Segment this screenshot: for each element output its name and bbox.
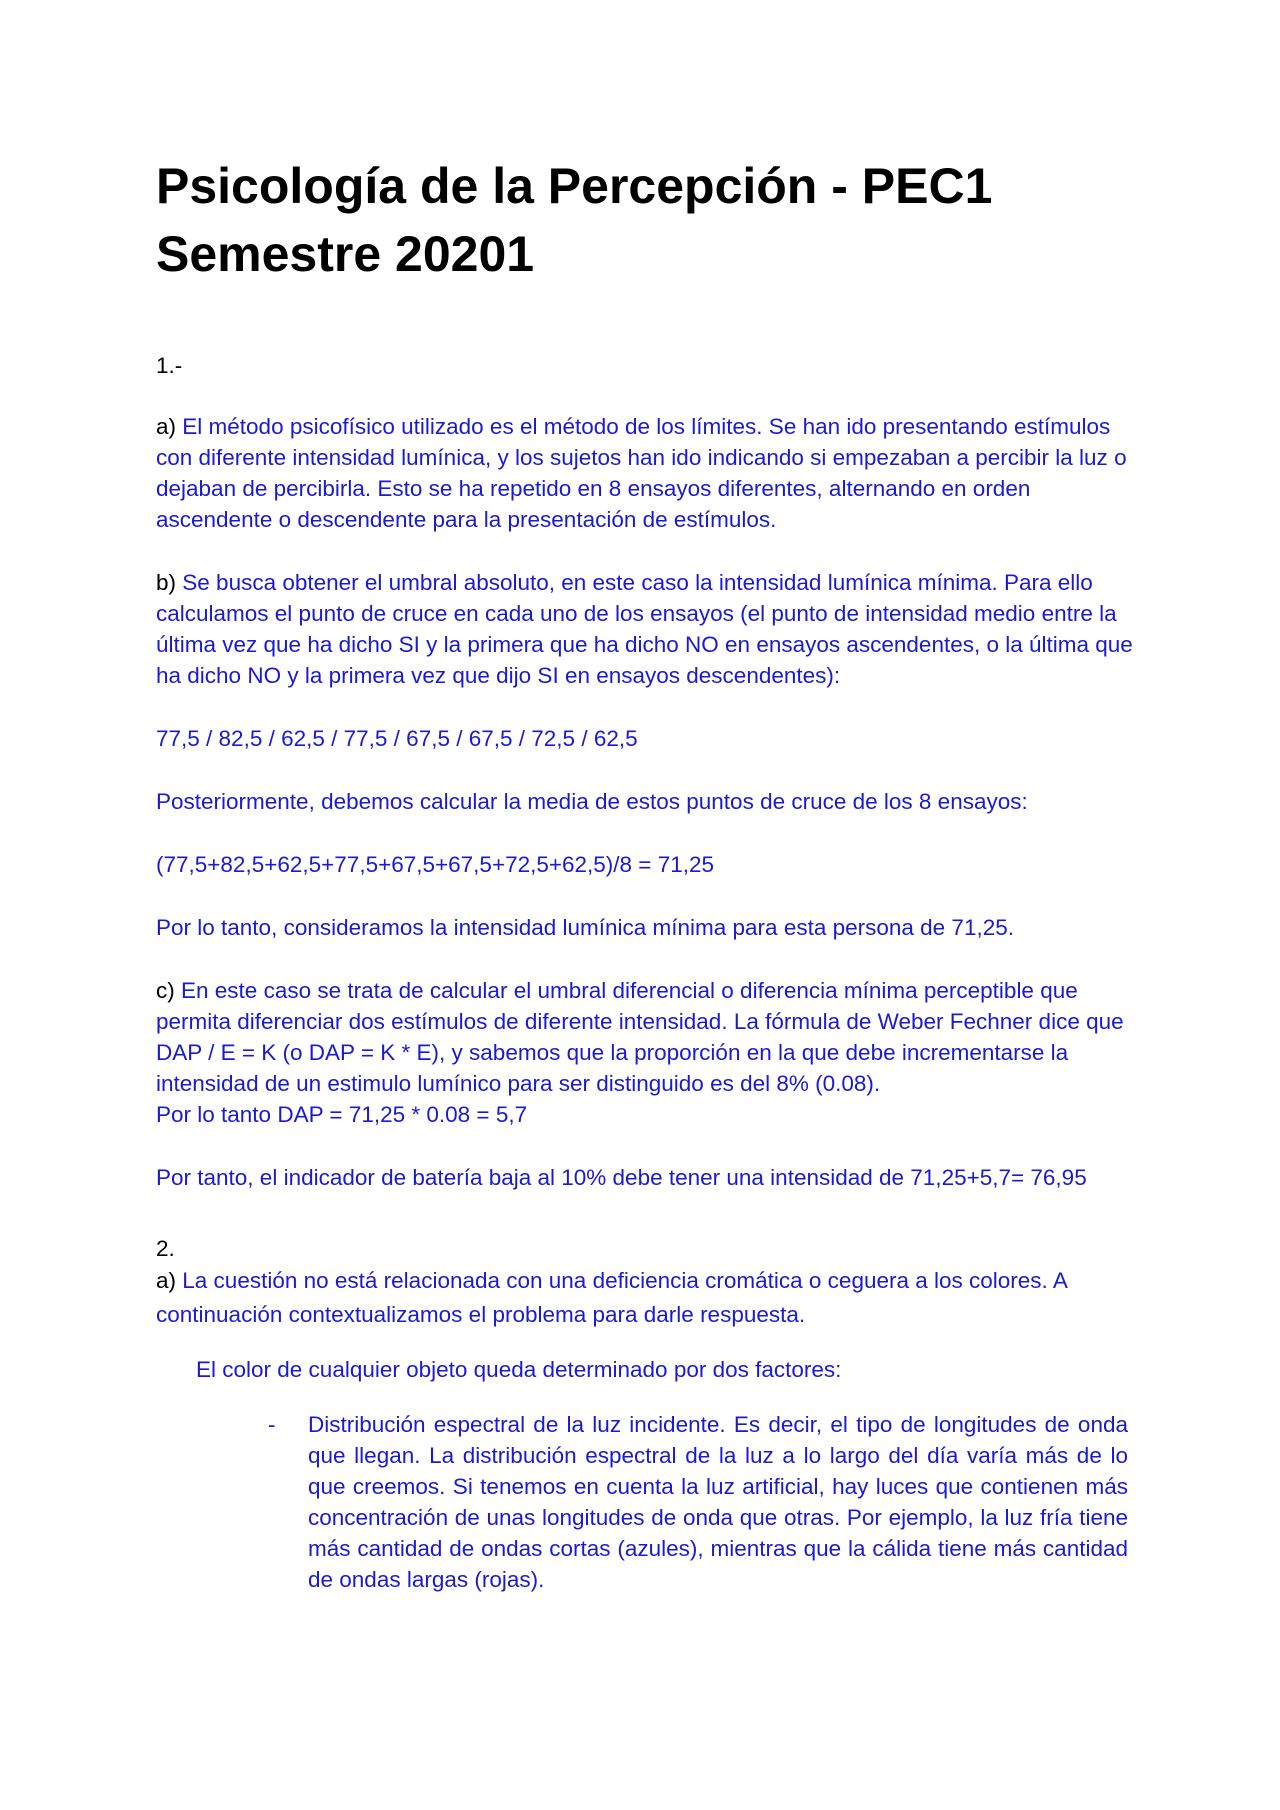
document-body [156, 350, 1136, 1595]
answer-1b-text: Se busca obtener el umbral absoluto, en este caso la intensidad lumínica mínima. Para ello calculamos el punto de cruce en cada uno de los ensayos (el punto de intensidad medio entre la última vez que ha dicho SI y la primera que ha dicho NO en ensayos ascendentes, o la última que ha dicho NO y la primera vez que dijo SI en ensayos descendentes): [156, 570, 1133, 688]
answer-1a-text: El método psicofísico utilizado es el método de los límites. Se han ido presentando estímulos con diferente intensidad lumínica, y los sujetos han ido indicando si empezaban a percibir la luz o dejaban de percibirla. Esto se ha repetido en 8 ensayos diferentes, alternando en orden ascendente o descendente para la presentación de estímulos. [156, 414, 1127, 532]
answer-label-1b: b) [156, 570, 177, 595]
bullet-text: Distribución espectral de la luz incidente. Es decir, el tipo de longitudes de onda que llegan. La distribución espectral de la luz a lo largo del día varía más de lo que creemos. Si tenemos en cuenta la luz artificial, hay luces que contienen más concentración de unas longitudes de onda que otras. Por ejemplo, la luz fría tiene más cantidad de ondas cortas (azules), mientras que la cálida tiene más cantidad de ondas largas (rojas). [308, 1412, 1128, 1592]
crossing-points: 77,5 / 82,5 / 62,5 / 77,5 / 67,5 / 67,5 / 72,5 / 62,5 [156, 726, 638, 751]
bullet-dash: - [268, 1412, 276, 1437]
answer-label-2a: a) [156, 1268, 177, 1293]
title-line-1: Psicología de la Percepción - PEC1 [156, 158, 993, 214]
conclusion-b: Por lo tanto, consideramos la intensidad lumínica mínima para esta persona de 71,25. [156, 915, 1014, 940]
answer-2a-text: La cuestión no está relacionada con una deficiencia cromática o ceguera a los colores. A continuación contextualizamos el problema para darle respuesta. [156, 1268, 1067, 1327]
answer-label-1c: c) [156, 978, 175, 1003]
question-2a [156, 1264, 1136, 1332]
question-1a [156, 411, 1136, 535]
answer-label-1a: a) [156, 414, 177, 439]
answer-1c-dap: Por lo tanto DAP = 71,25 * 0.08 = 5,7 [156, 1102, 528, 1127]
document-title [156, 152, 1156, 288]
conclusion-c: Por tanto, el indicador de batería baja al 10% debe tener una intensidad de 71,25+5,7= 76,95 [156, 1165, 1087, 1190]
list-item [156, 1409, 1136, 1595]
question-1c [156, 975, 1136, 1130]
question-1b [156, 567, 1136, 691]
mean-intro: Posteriormente, debemos calcular la media de estos puntos de cruce de los 8 ensayos: [156, 789, 1028, 814]
answer-1c-text: En este caso se trata de calcular el umbral diferencial o diferencia mínima perceptible que permita diferenciar dos estímulos de diferente intensidad. La fórmula de Weber Fechner dice que DAP / E = K (o DAP = K * E), y sabemos que la proporción en la que debe incrementarse la intensidad de un estimulo lumínico para ser distinguido es del 8% (0.08). [156, 978, 1124, 1096]
title-line-2: Semestre 20201 [156, 226, 535, 282]
factors-intro: El color de cualquier objeto queda determinado por dos factores: [196, 1357, 842, 1382]
question-2-number: 2. [156, 1236, 175, 1261]
question-1-number: 1.- [156, 353, 183, 378]
mean-formula: (77,5+82,5+62,5+77,5+67,5+67,5+72,5+62,5)/8 = 71,25 [156, 852, 715, 877]
